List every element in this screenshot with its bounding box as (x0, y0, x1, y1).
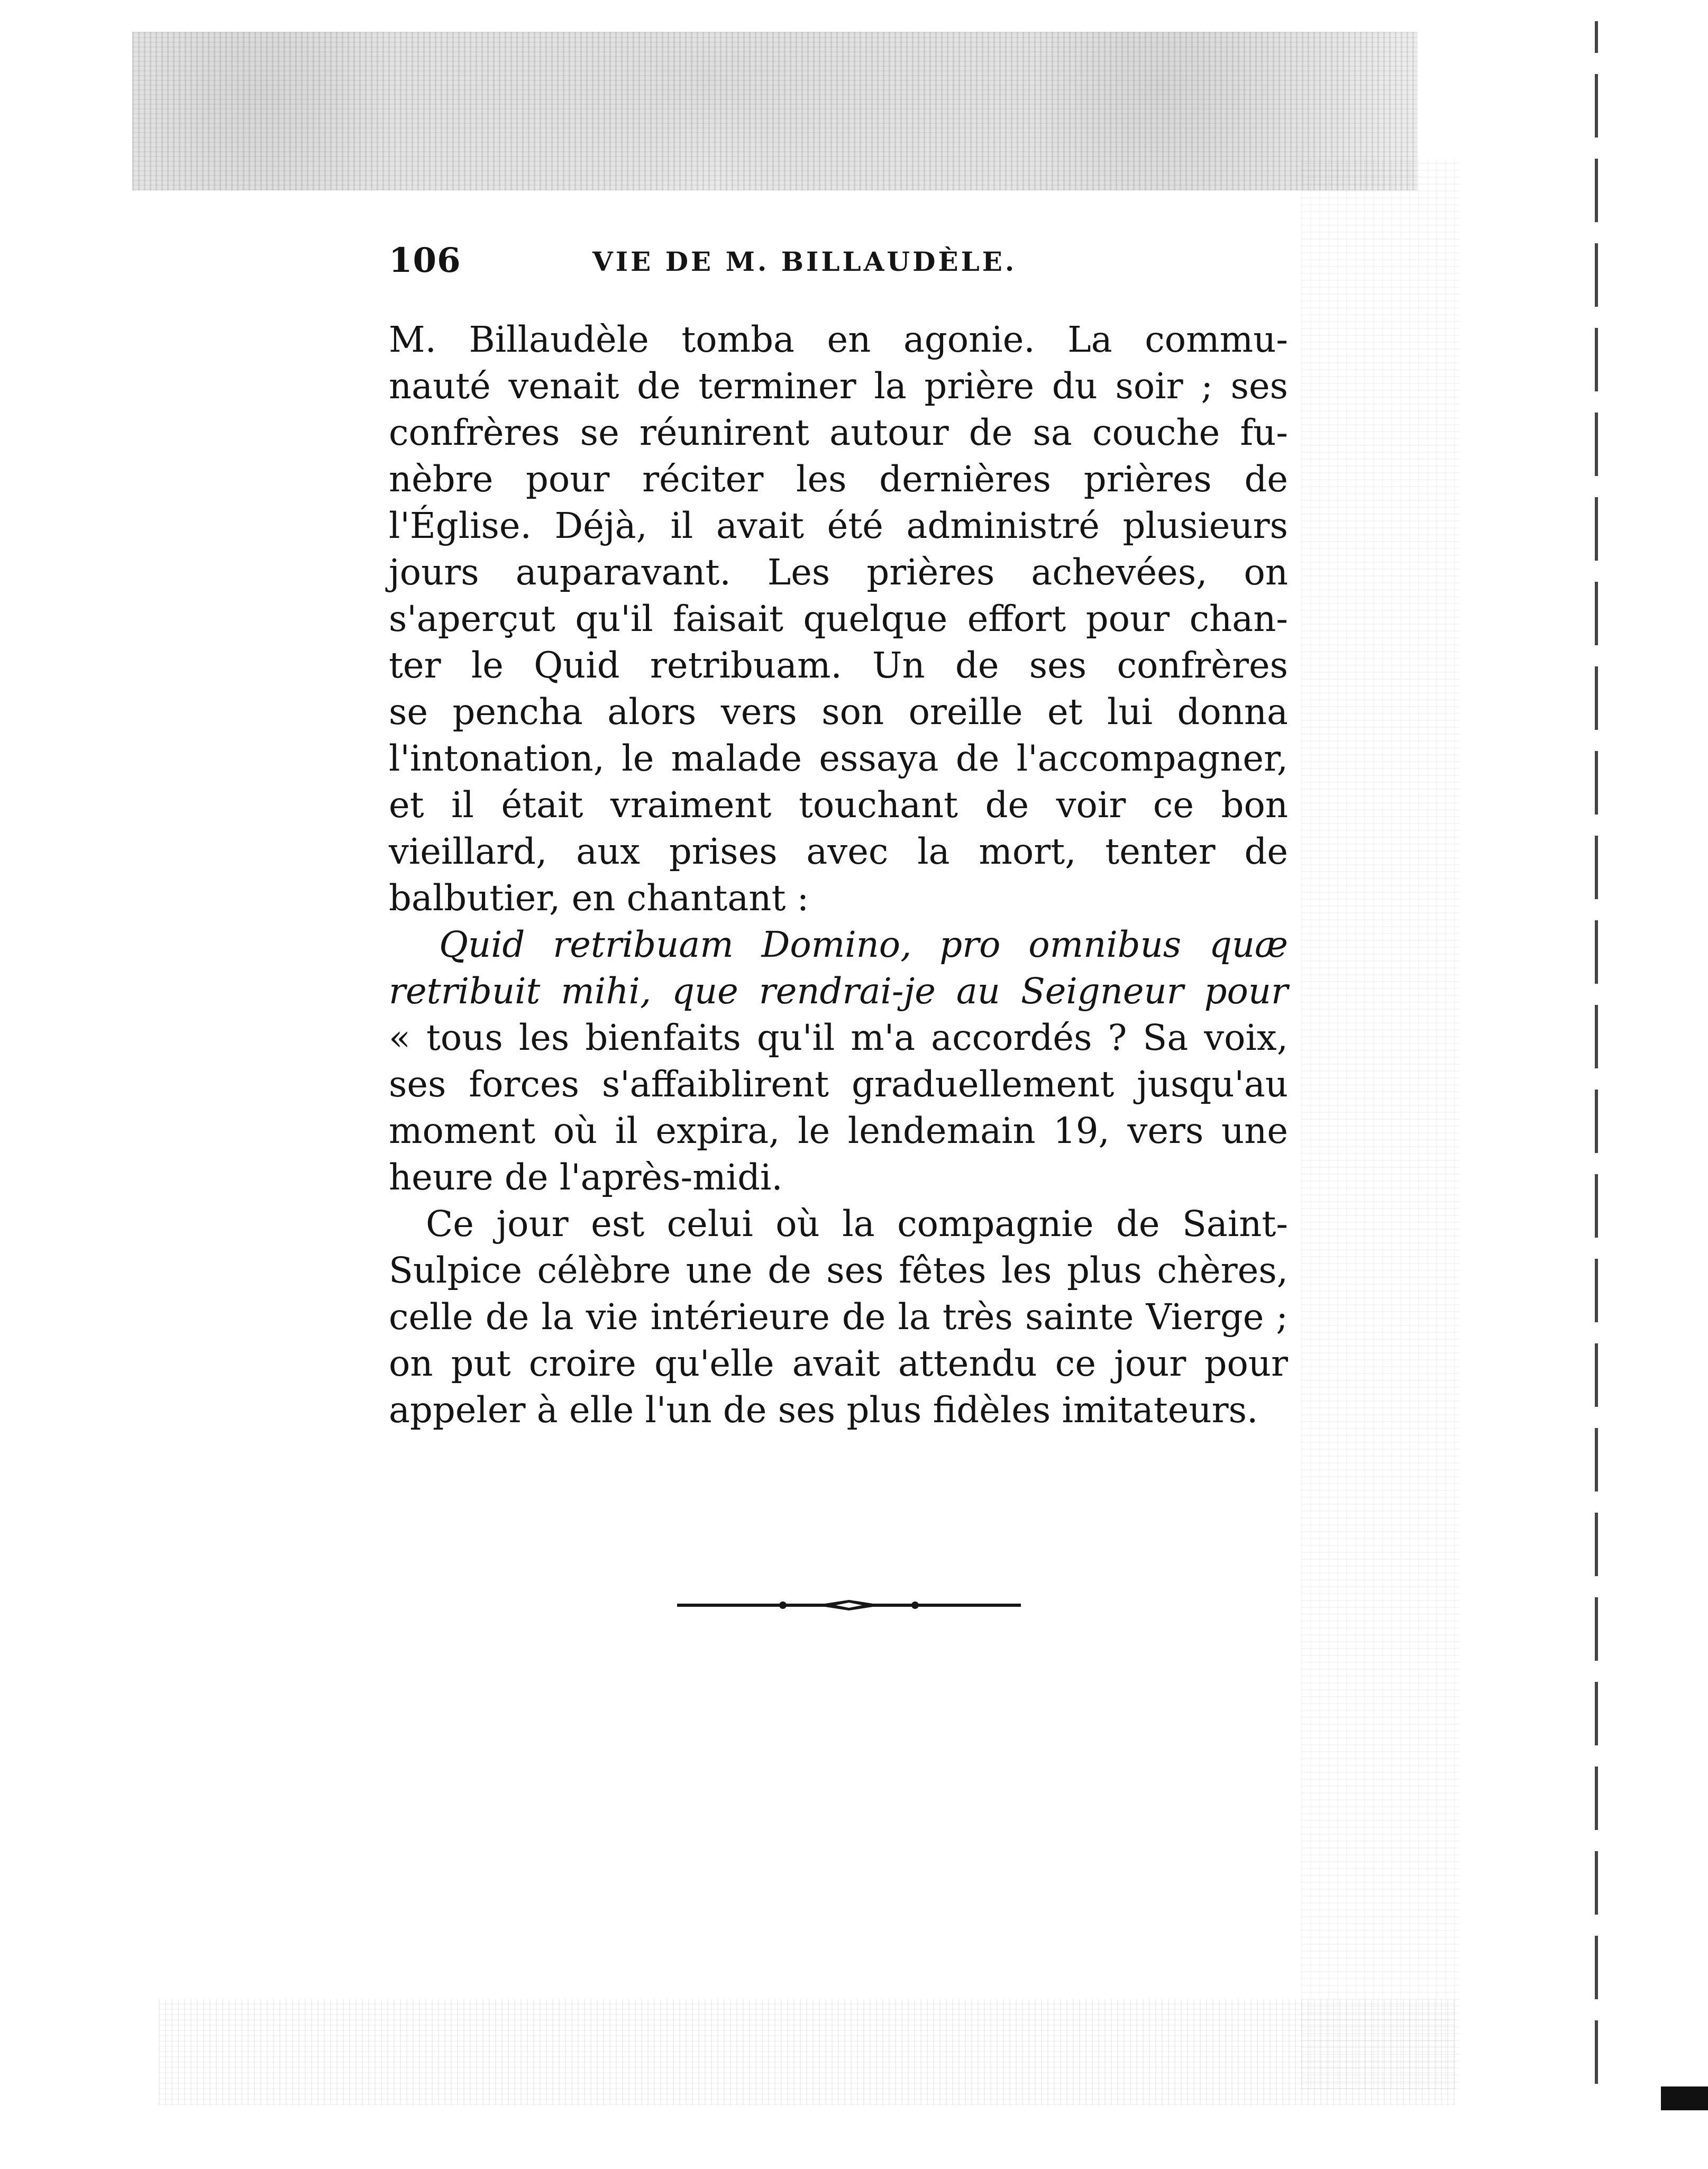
text-line: ses forces s'affaiblirent graduellement jusqu'au (389, 1064, 1288, 1105)
text-line: nauté venait de terminer la prière du soir ; ses (389, 365, 1288, 407)
quote-line: retribuit mihi, que rendrai-je au Seigneur pour (389, 971, 1288, 1012)
text-line: on put croire qu'elle avait attendu ce jour pour (389, 1343, 1288, 1384)
text-line: se pencha alors vers son oreille et lui donna (389, 691, 1288, 733)
text-line: appeler à elle l'un de ses plus fidèles imitateurs. (389, 1389, 1258, 1431)
quote-line: Quid retribuam Domino, pro omnibus quæ (439, 924, 1288, 965)
text-line: balbutier, en chantant : (389, 877, 809, 919)
text-line: « tous les bienfaits qu'il m'a accordés ? Sa voix, (389, 1017, 1288, 1058)
text-line: l'intonation, le malade essaya de l'accompagner, (389, 738, 1288, 779)
text-line: s'aperçut qu'il faisait quelque effort pour chan- (389, 598, 1288, 639)
scan-noise-right (1301, 159, 1460, 2089)
page-edge-line (1595, 21, 1598, 2084)
tailpiece-rule-icon (677, 1595, 1021, 1616)
text-line: moment où il expira, le lendemain 19, vers une (389, 1110, 1288, 1151)
body-text (389, 316, 1288, 1433)
text-line: jours auparavant. Les prières achevées, on (389, 552, 1288, 593)
page-header (389, 241, 1182, 288)
text-line: l'Église. Déjà, il avait été administré plusieurs (389, 505, 1288, 546)
text-line: nèbre pour réciter les dernières prières de (389, 459, 1288, 500)
text-line: vieillard, aux prises avec la mort, tenter de (389, 831, 1288, 872)
text-line: Sulpice célèbre une de ses fêtes les plus chères, (389, 1250, 1288, 1291)
text-line: confrères se réunirent autour de sa couche fu- (389, 412, 1288, 453)
text-line: heure de l'après-midi. (389, 1157, 783, 1198)
text-line: M. Billaudèle tomba en agonie. La commu- (389, 319, 1288, 360)
text-line: Ce jour est celui où la compagnie de Saint- (426, 1203, 1288, 1244)
text-line: ter le Quid retribuam. Un de ses confrères (389, 645, 1288, 686)
text-line: celle de la vie intérieure de la très sainte Vierge ; (389, 1296, 1288, 1338)
text-line: et il était vraiment touchant de voir ce bon (389, 784, 1288, 826)
page-number: 106 (389, 241, 461, 280)
running-head: VIE DE M. BILLAUDÈLE. (592, 246, 1017, 277)
scan-noise-bottom (159, 1999, 1455, 2105)
scan-noise-top (132, 32, 1418, 190)
edge-block (1661, 2086, 1708, 2110)
